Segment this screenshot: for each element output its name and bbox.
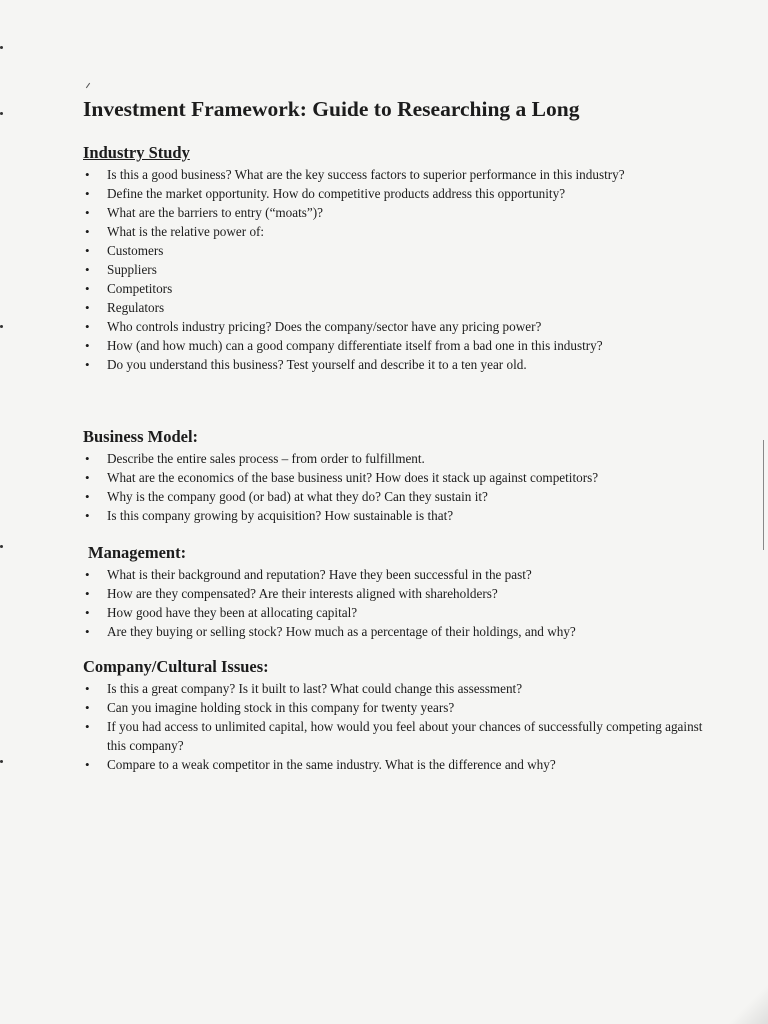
bullet-icon: • [85, 489, 90, 504]
scan-mark [0, 545, 3, 548]
bullet-icon: • [85, 757, 90, 772]
company-cultural-section [83, 657, 703, 774]
list-item: • How are they compensated? Are their interests aligned with shareholders? [85, 586, 498, 601]
list-item: • If you had access to unlimited capital, how would you feel about your chances of successfully competing against this company? [85, 719, 703, 753]
bullet-icon: • [85, 205, 90, 220]
list-item: • Describe the entire sales process – from order to fulfillment. [85, 451, 425, 466]
list-item: • Are they buying or selling stock? How much as a percentage of their holdings, and why? [85, 624, 576, 639]
bullet-icon: • [85, 243, 90, 258]
section-heading: Company/Cultural Issues: [83, 657, 269, 676]
list-item: • Define the market opportunity. How do competitive products address this opportunity? [85, 186, 566, 201]
bullet-icon: • [85, 567, 90, 582]
bullet-icon: • [85, 470, 90, 485]
bullet-icon: • [85, 224, 90, 239]
bullet-icon: • [85, 167, 90, 182]
list-item: • Who controls industry pricing? Does the company/sector have any pricing power? [85, 319, 542, 334]
list-item: • What are the barriers to entry (“moats”)? [85, 205, 324, 220]
list-item: • How good have they been at allocating capital? [85, 605, 358, 620]
bullet-icon: • [85, 338, 90, 353]
list-item: • Is this a great company? Is it built to last? What could change this assessment? [85, 681, 523, 696]
management-section [83, 543, 703, 641]
document-title: Investment Framework: Guide to Researching a Long [83, 97, 580, 121]
section-heading: Industry Study [83, 143, 190, 162]
list-item: • What is their background and reputation? Have they been successful in the past? [85, 567, 532, 582]
bullet-icon: • [85, 281, 90, 296]
bullet-list [83, 565, 703, 641]
list-item: • Compare to a weak competitor in the same industry. What is the difference and why? [85, 757, 556, 772]
list-item: • What are the economics of the base business unit? How does it stack up against competitors? [85, 470, 599, 485]
bullet-icon: • [85, 262, 90, 277]
bullet-icon: • [85, 605, 90, 620]
scan-edge-line [763, 440, 764, 550]
bullet-icon: • [85, 719, 90, 734]
section-heading: Business Model: [83, 427, 199, 446]
bullet-icon: • [85, 357, 90, 372]
bullet-icon: • [85, 586, 90, 601]
list-item: • Do you understand this business? Test yourself and describe it to a ten year old. [85, 357, 527, 372]
section-heading: Management: [88, 543, 187, 562]
list-item: • Regulators [85, 300, 165, 315]
industry-study-section [83, 143, 703, 374]
scan-mark [0, 112, 3, 115]
list-item: • Competitors [85, 281, 173, 296]
list-item: • Customers [85, 243, 164, 258]
bullet-icon: • [85, 186, 90, 201]
list-item: • What is the relative power of: [85, 224, 265, 239]
list-item: • Can you imagine holding stock in this company for twenty years? [85, 700, 455, 715]
business-model-section [83, 427, 703, 525]
scan-mark [0, 325, 3, 328]
bullet-icon: • [85, 451, 90, 466]
bullet-list [83, 165, 703, 374]
bullet-list [83, 449, 703, 525]
scan-mark [0, 46, 3, 49]
page-corner-shadow [728, 964, 768, 1024]
bullet-icon: • [85, 681, 90, 696]
scan-mark [0, 760, 3, 763]
bullet-icon: • [85, 700, 90, 715]
bullet-icon: • [85, 624, 90, 639]
list-item: • Suppliers [85, 262, 157, 277]
list-item: • Why is the company good (or bad) at what they do? Can they sustain it? [85, 489, 488, 504]
bullet-icon: • [85, 300, 90, 315]
list-item: • Is this company growing by acquisition? How sustainable is that? [85, 508, 454, 523]
bullet-icon: • [85, 508, 90, 523]
pen-tick-mark [86, 83, 90, 88]
list-item: • Is this a good business? What are the key success factors to superior performance in this industry? [85, 167, 625, 182]
bullet-list [83, 679, 703, 774]
bullet-icon: • [85, 319, 90, 334]
list-item: • How (and how much) can a good company differentiate itself from a bad one in this industry? [85, 338, 603, 353]
